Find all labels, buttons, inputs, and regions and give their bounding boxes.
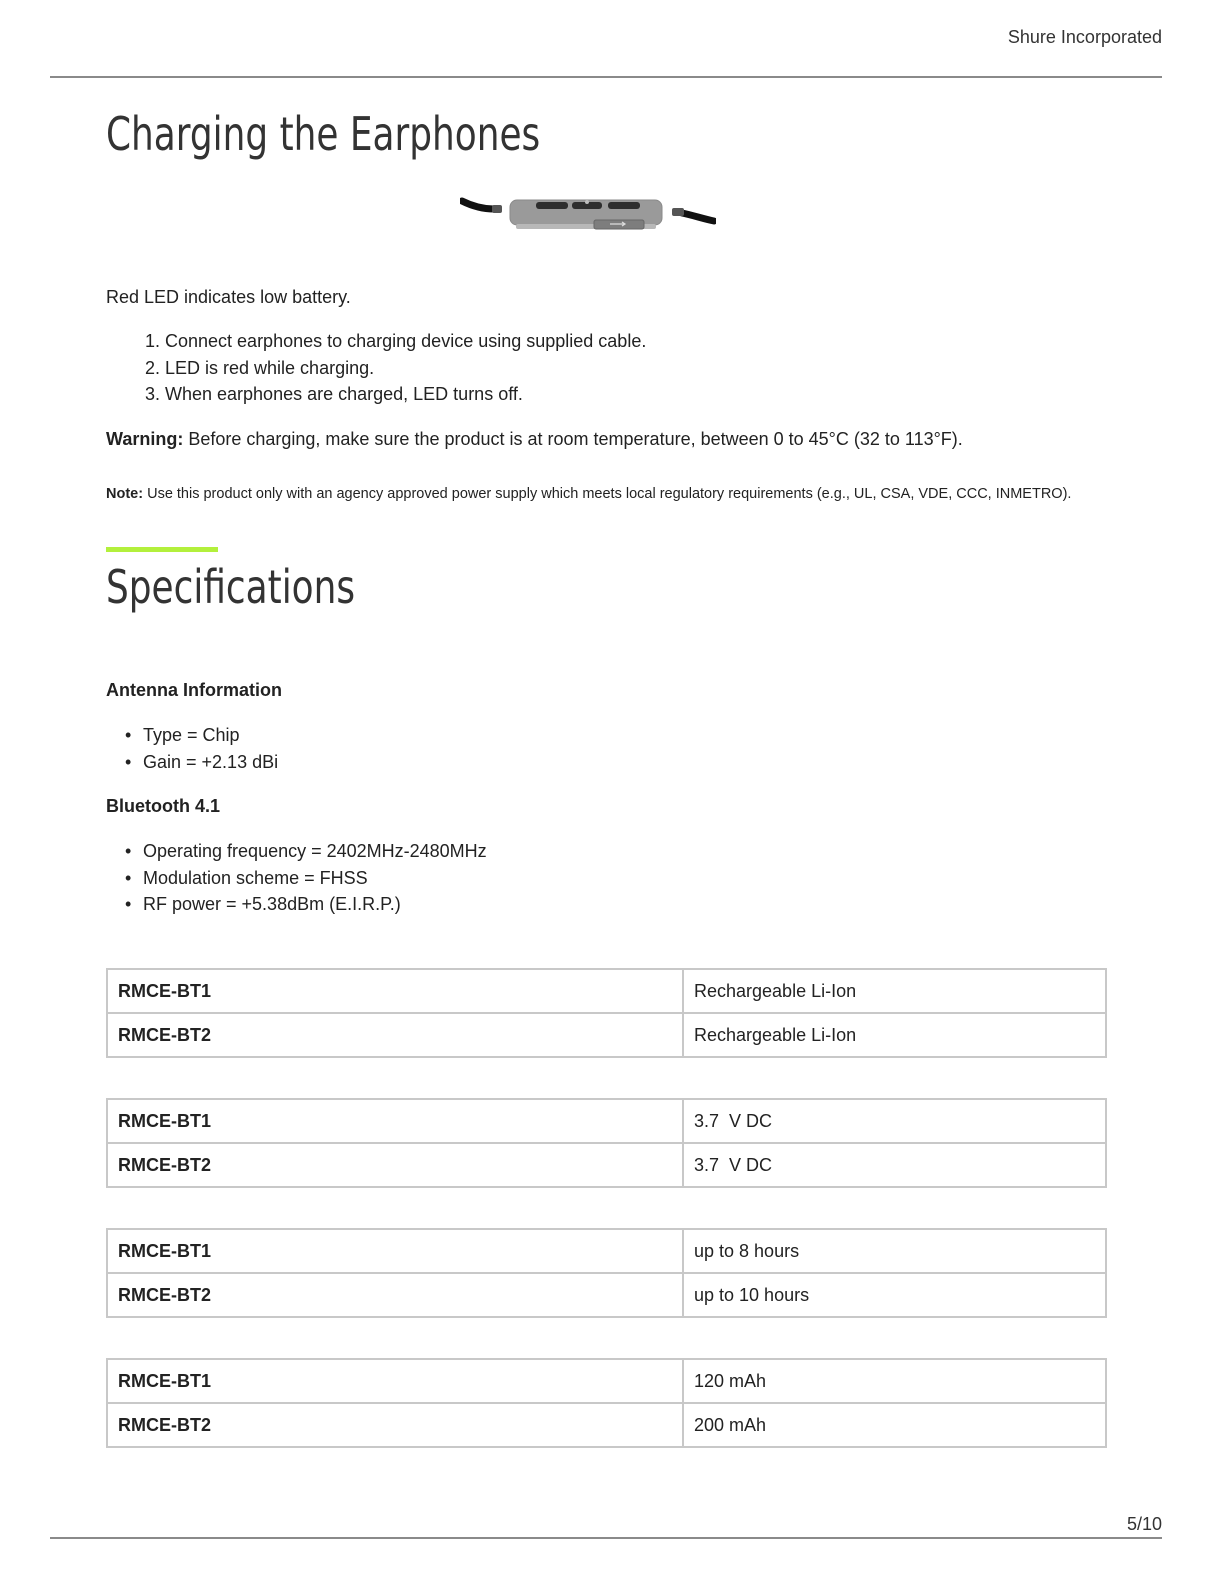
table-cell-model: RMCE-BT2	[107, 1143, 683, 1187]
table-cell-model: RMCE-BT2	[107, 1403, 683, 1447]
warning-paragraph	[106, 426, 963, 452]
charging-title: Charging the Earphones	[106, 107, 541, 161]
table-cell-model: RMCE-BT1	[107, 969, 683, 1013]
list-item: 2. LED is red while charging.	[165, 355, 646, 382]
warning-label: Warning:	[106, 429, 184, 449]
list-item: • Modulation scheme = FHSS	[143, 865, 487, 892]
table-cell-value: 200 mAh	[683, 1403, 1106, 1447]
battery-capacity-table	[106, 1358, 1107, 1448]
table-cell-model: RMCE-BT2	[107, 1273, 683, 1317]
list-item: 3. When earphones are charged, LED turns off.	[165, 381, 646, 408]
battery-life-table	[106, 1228, 1107, 1318]
list-item: 1. Connect earphones to charging device using supplied cable.	[165, 328, 646, 355]
table-row	[107, 1229, 1106, 1273]
charging-steps	[106, 328, 646, 408]
section-accent-bar	[106, 547, 218, 552]
battery-type-table	[106, 968, 1107, 1058]
bluetooth-list	[106, 838, 487, 918]
table-row	[107, 969, 1106, 1013]
specifications-title: Specifications	[106, 560, 356, 614]
list-item: • Operating frequency = 2402MHz-2480MHz	[143, 838, 487, 865]
table-cell-value: 120 mAh	[683, 1359, 1106, 1403]
list-item: • Type = Chip	[143, 722, 278, 749]
table-cell-model: RMCE-BT1	[107, 1099, 683, 1143]
table-cell-value: 3.7 V DC	[683, 1099, 1106, 1143]
header-company-name: Shure Incorporated	[1007, 27, 1162, 47]
table-row	[107, 1013, 1106, 1057]
table-cell-value: 3.7 V DC	[683, 1143, 1106, 1187]
voltage-table	[106, 1098, 1107, 1188]
antenna-heading: Antenna Information	[106, 680, 282, 700]
table-row	[107, 1403, 1106, 1447]
low-battery-text: Red LED indicates low battery.	[106, 287, 351, 307]
note-label: Note:	[106, 485, 144, 502]
table-cell-value: up to 10 hours	[683, 1273, 1106, 1317]
table-cell-value: Rechargeable Li-Ion	[683, 1013, 1106, 1057]
bluetooth-heading: Bluetooth 4.1	[106, 796, 221, 816]
page-number: 5/10	[1126, 1514, 1162, 1534]
earphone-remote-illustration	[460, 193, 716, 233]
list-item: • Gain = +2.13 dBi	[143, 749, 278, 776]
table-row	[107, 1359, 1106, 1403]
table-row	[107, 1273, 1106, 1317]
antenna-list	[106, 722, 278, 775]
table-cell-model: RMCE-BT1	[107, 1229, 683, 1273]
note-text: Use this product only with an agency approved power supply which meets local regulatory requirements (e.g., UL, CSA, VDE, CCC, INMETRO).	[143, 485, 1072, 502]
table-row	[107, 1143, 1106, 1187]
note-paragraph	[106, 486, 1071, 502]
table-cell-model: RMCE-BT1	[107, 1359, 683, 1403]
list-item: • RF power = +5.38dBm (E.I.R.P.)	[143, 891, 487, 918]
warning-text: Before charging, make sure the product is at room temperature, between 0 to 45°C (32 to 113°F).	[183, 429, 963, 449]
header-divider	[50, 76, 1162, 78]
table-cell-value: up to 8 hours	[683, 1229, 1106, 1273]
footer-divider	[50, 1537, 1162, 1539]
table-cell-value: Rechargeable Li-Ion	[683, 969, 1106, 1013]
table-cell-model: RMCE-BT2	[107, 1013, 683, 1057]
table-row	[107, 1099, 1106, 1143]
